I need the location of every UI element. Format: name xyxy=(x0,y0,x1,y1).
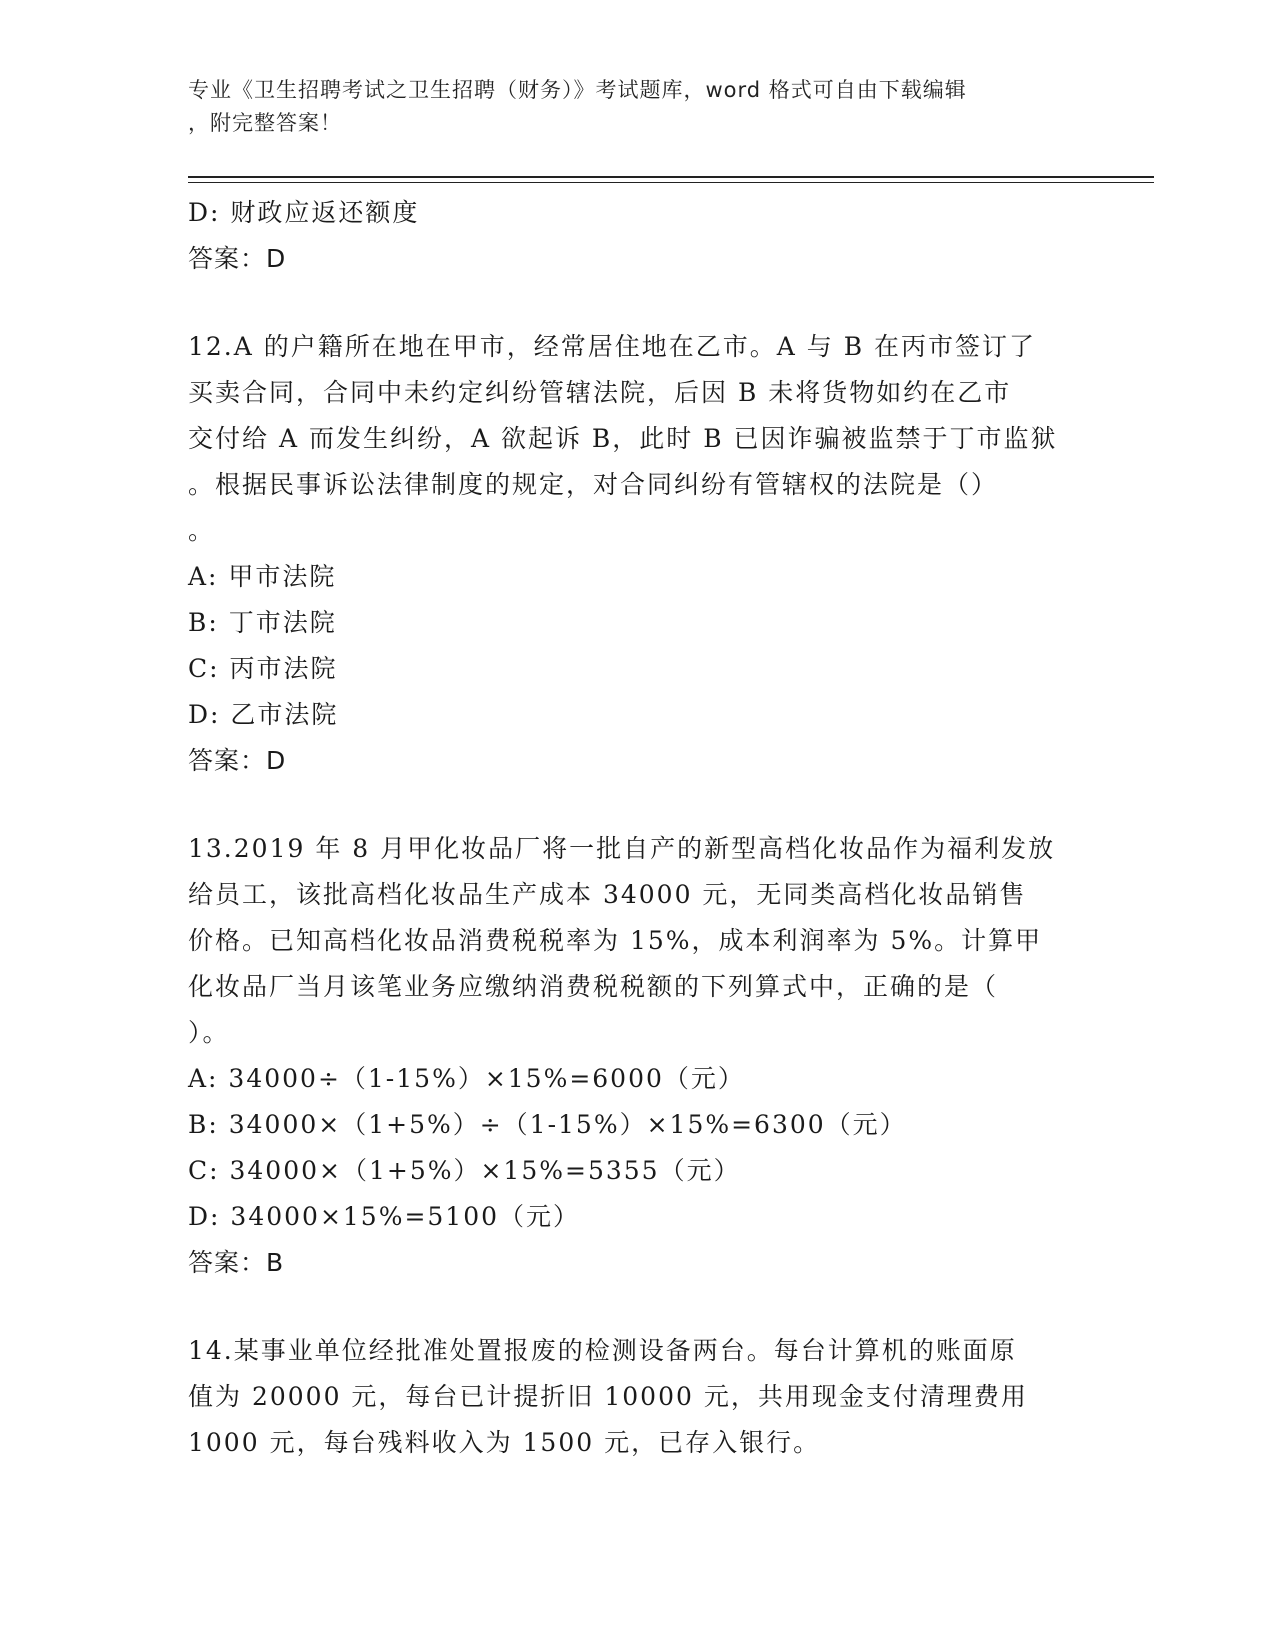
question-text-line: 交付给 A 而发生纠纷，A 欲起诉 B，此时 B 已因诈骗被监禁于丁市监狱 xyxy=(188,424,1058,453)
question-12 xyxy=(188,324,1088,784)
header-divider xyxy=(188,176,1154,178)
option-d: D: 34000×15%=5100（元） xyxy=(188,1202,581,1231)
question-13 xyxy=(188,826,1088,1286)
question-text-line: 1000 元，每台残料收入为 1500 元，已存入银行。 xyxy=(188,1428,821,1457)
document-body xyxy=(188,190,1088,1466)
question-text-line: 。根据民事诉讼法律制度的规定，对合同纠纷有管辖权的法院是（） xyxy=(188,470,999,499)
option-d: D: 财政应返还额度 xyxy=(188,198,420,227)
option-c: C: 34000×（1+5%）×15%=5355（元） xyxy=(188,1156,741,1185)
header-divider-thin xyxy=(188,182,1154,183)
question-text-line: 13.2019 年 8 月甲化妆品厂将一批自产的新型高档化妆品作为福利发放 xyxy=(188,834,1056,863)
option-c: C: 丙市法院 xyxy=(188,654,338,683)
answer: 答案：B xyxy=(188,1248,285,1277)
question-text-line: 。 xyxy=(188,516,216,545)
question-14 xyxy=(188,1328,1088,1466)
question-text-line: 12.A 的户籍所在地在甲市，经常居住地在乙市。A 与 B 在丙市签订了 xyxy=(188,332,1037,361)
question-text-line: 值为 20000 元，每台已计提折旧 10000 元，共用现金支付清理费用 xyxy=(188,1382,1028,1411)
question-text-line: 价格。已知高档化妆品消费税税率为 15%，成本利润率为 5%。计算甲 xyxy=(188,926,1043,955)
answer: 答案：D xyxy=(188,746,287,775)
option-a: A: 34000÷（1-15%）×15%=6000（元） xyxy=(188,1064,745,1093)
header-line-2: ，附完整答案！ xyxy=(188,111,342,135)
answer: 答案：D xyxy=(188,244,287,273)
question-text-line: 化妆品厂当月该笔业务应缴纳消费税税额的下列算式中，正确的是（ xyxy=(188,972,999,1001)
previous-question-tail xyxy=(188,190,1088,282)
option-b: B: 丁市法院 xyxy=(188,608,337,637)
header-line-1: 专业《卫生招聘考试之卫生招聘（财务）》考试题库，word 格式可自由下载编辑 xyxy=(188,78,967,102)
question-text-line: 14.某事业单位经批准处置报废的检测设备两台。每台计算机的账面原 xyxy=(188,1336,1017,1365)
option-a: A: 甲市法院 xyxy=(188,562,337,591)
page-header xyxy=(188,74,1068,140)
option-d: D: 乙市法院 xyxy=(188,700,339,729)
question-text-line: 买卖合同，合同中未约定纠纷管辖法院，后因 B 未将货物如约在乙市 xyxy=(188,378,1012,407)
question-text-line: ）。 xyxy=(188,1018,230,1047)
question-text-line: 给员工，该批高档化妆品生产成本 34000 元，无同类高档化妆品销售 xyxy=(188,880,1027,909)
option-b: B: 34000×（1+5%）÷（1-15%）×15%=6300（元） xyxy=(188,1110,907,1139)
